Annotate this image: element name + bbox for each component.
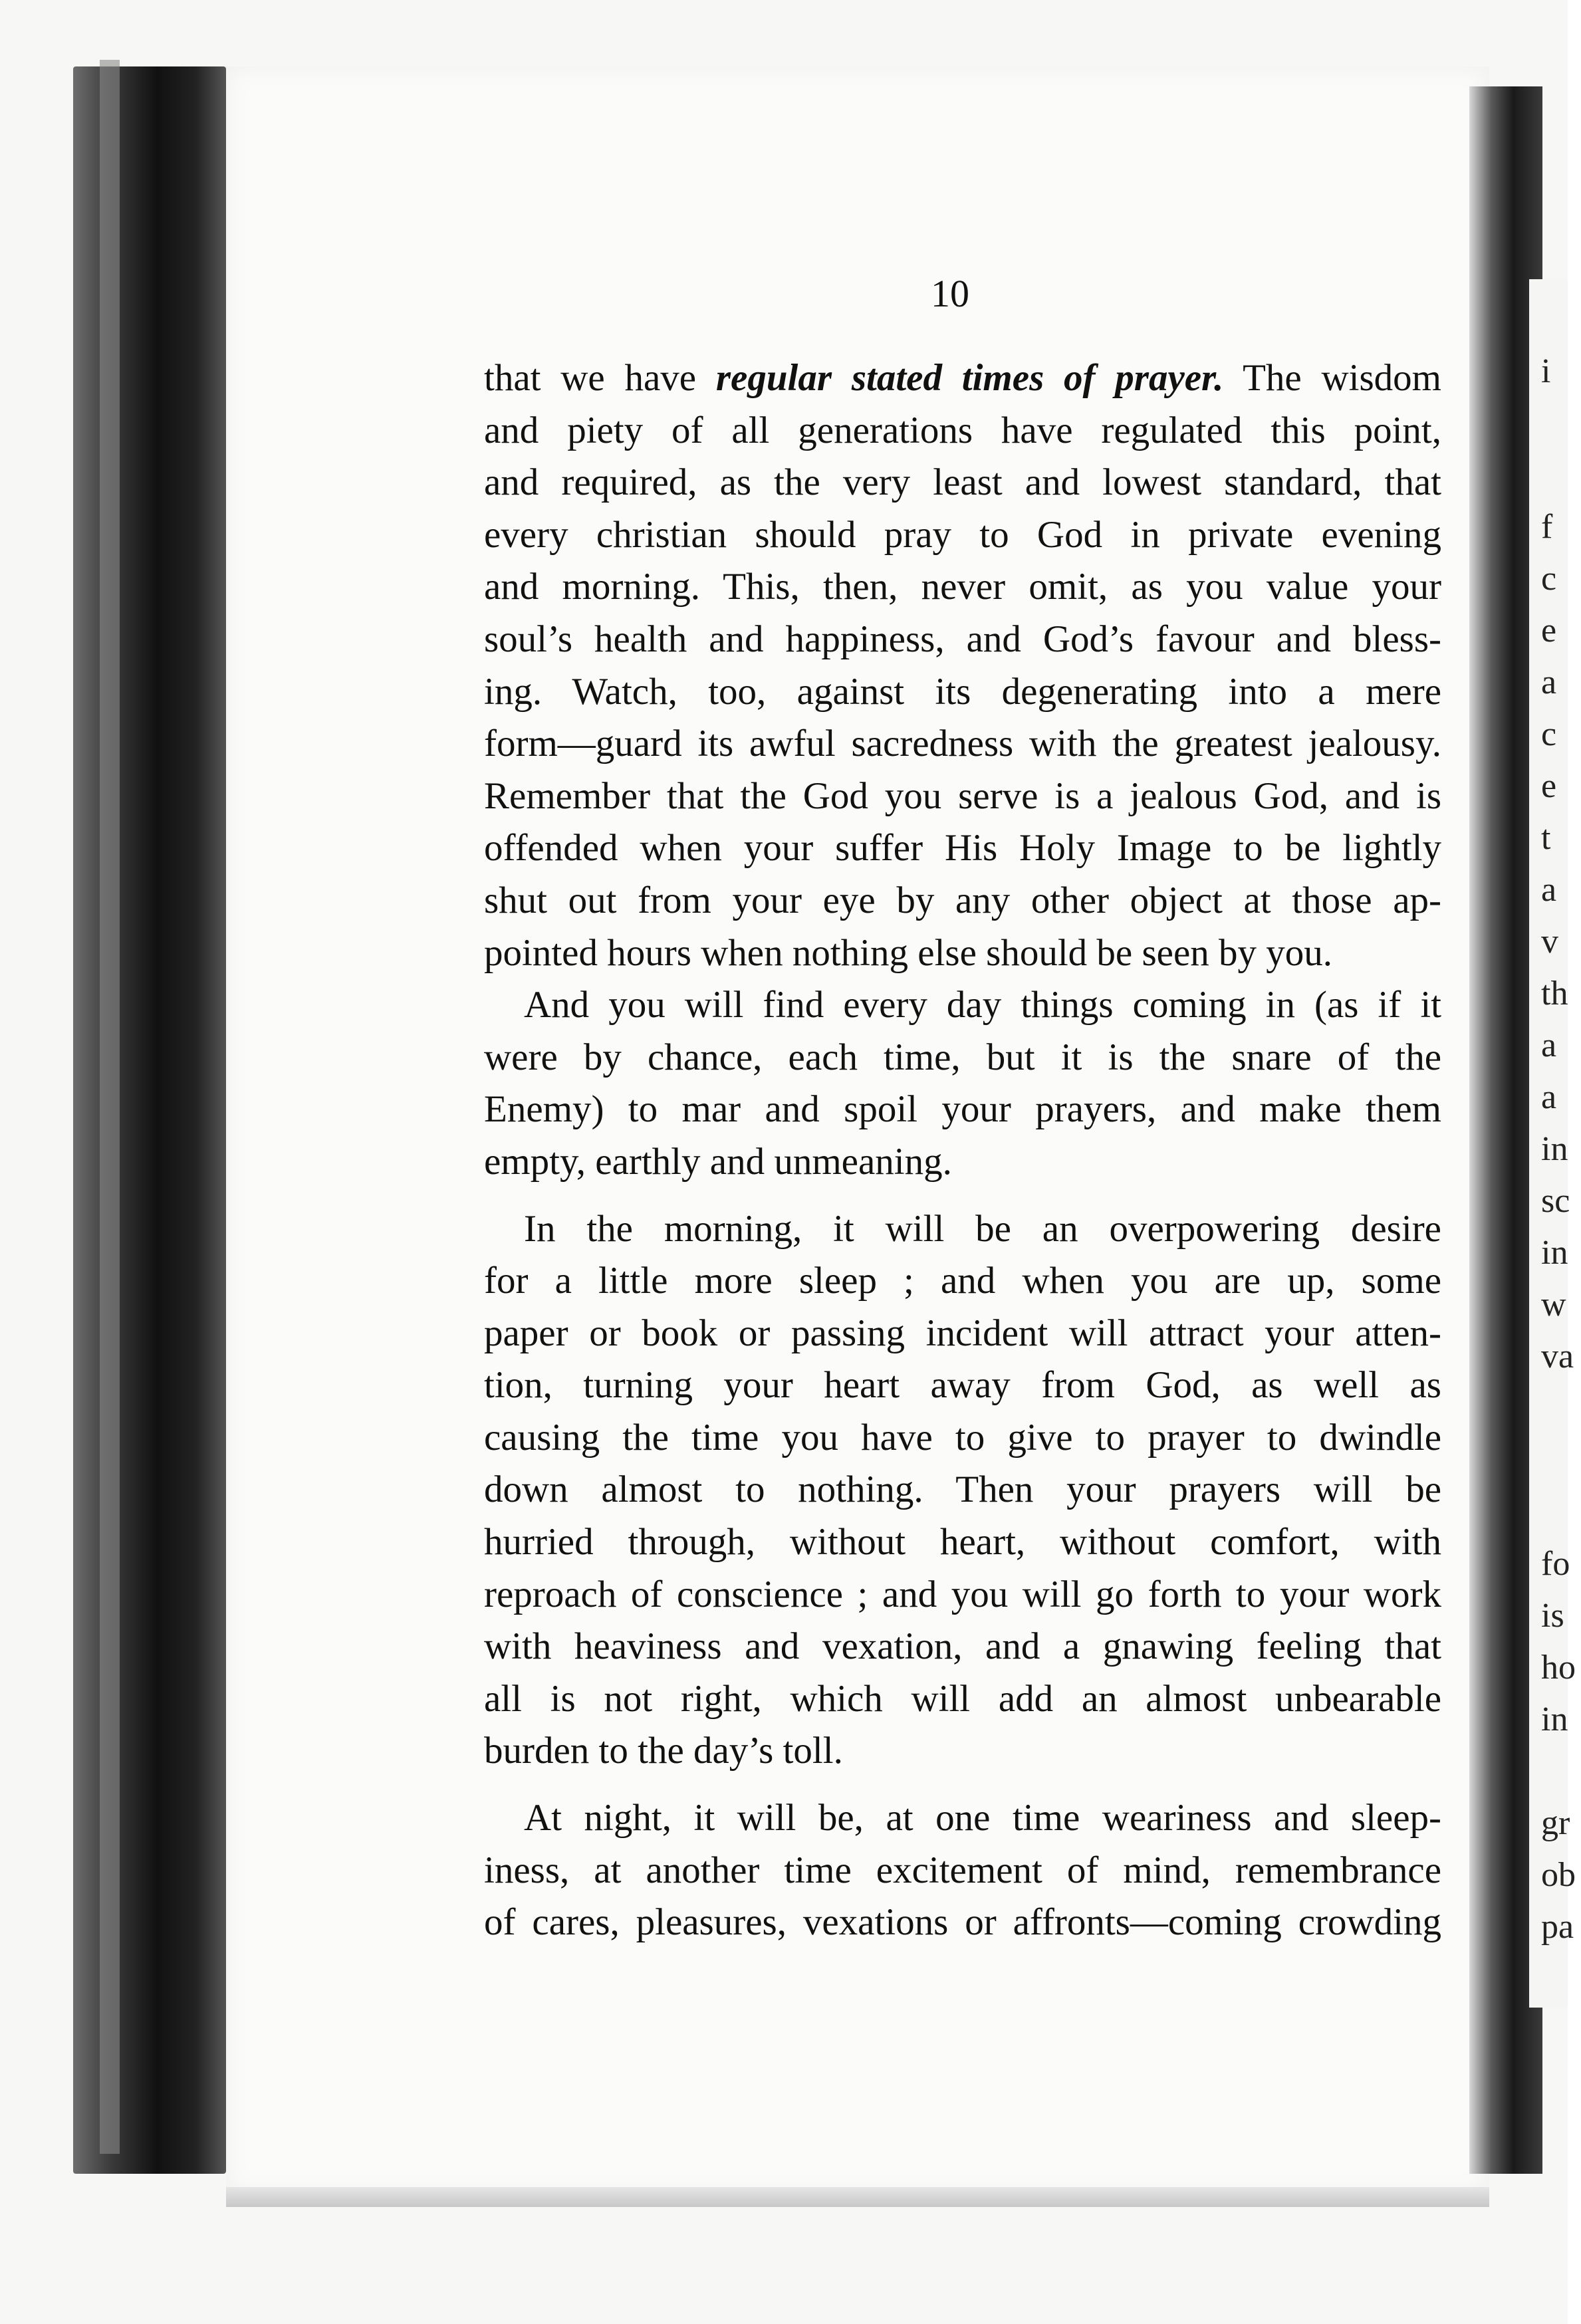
text-line: paper or book or passing incident will attract your atten-: [484, 1312, 1441, 1354]
text-line: for a little more sleep ; and when you are up, some: [484, 1260, 1441, 1302]
paragraph: [484, 352, 1441, 979]
text-line: shut out from your eye by any other object at those ap-: [484, 879, 1441, 921]
text-line: form—guard its awful sacredness with the greatest jealousy.: [484, 723, 1441, 765]
text-span: that we have: [484, 357, 716, 399]
text-line: ing. Watch, too, against its degenerating into a mere: [484, 670, 1441, 713]
page-number: 10: [931, 272, 969, 315]
text-line: down almost to nothing. Then your prayers will be: [484, 1468, 1441, 1511]
text-line: At night, it will be, at one time weariness and sleep-: [524, 1797, 1441, 1839]
text-line: And you will find every day things coming in (as if it: [524, 984, 1441, 1026]
page-text: [484, 352, 1441, 1949]
text-line: [484, 352, 1441, 405]
text-line: iness, at another time excitement of mind, remembrance: [484, 1849, 1441, 1891]
text-line: empty, earthly and unmeaning.: [484, 1140, 952, 1183]
text-line: hurried through, without heart, without comfort, with: [484, 1521, 1441, 1564]
book-binding: [73, 66, 226, 2174]
text-line: reproach of conscience ; and you will go forth to your work: [484, 1573, 1441, 1615]
italic-phrase: regular stated times of prayer.: [715, 357, 1224, 399]
text-line: with heaviness and vexation, and a gnawing feeling that: [484, 1625, 1441, 1668]
text-line: were by chance, each time, but it is the snare of the: [484, 1036, 1441, 1078]
text-line: soul’s health and happiness, and God’s favour and bless-: [484, 618, 1441, 660]
paragraph: [484, 979, 1441, 1188]
text-line: and piety of all generations have regulated this point,: [484, 409, 1441, 451]
text-line: all is not right, which will add an almost unbearable: [484, 1677, 1441, 1720]
text-line: Enemy) to mar and spoil your prayers, and make them: [484, 1088, 1441, 1131]
next-page-text-fragments: i f c e a c e t a v th a a in sc in w va fo is ho in gr ob pa: [1541, 352, 1576, 1946]
text-line: of cares, pleasures, vexations or affronts—coming crowding: [484, 1901, 1441, 1944]
text-line: pointed hours when nothing else should be seen by you.: [484, 931, 1332, 974]
text-line: In the morning, it will be an overpowering desire: [524, 1207, 1441, 1250]
text-span: The wisdom: [1223, 357, 1441, 399]
text-line: causing the time you have to give to prayer to dwindle: [484, 1416, 1441, 1458]
paragraph: [484, 1792, 1441, 1949]
text-line: and required, as the very least and lowest standard, that: [484, 461, 1441, 504]
text-line: and morning. This, then, never omit, as you value your: [484, 566, 1441, 608]
text-line: burden to the day’s toll.: [484, 1730, 843, 1772]
text-line: tion, turning your heart away from God, as well as: [484, 1364, 1441, 1407]
binding-edge-strip: [100, 60, 120, 2154]
paragraph: [484, 1203, 1441, 1778]
text-line: Remember that the God you serve is a jealous God, and is: [484, 774, 1441, 817]
text-line: every christian should pray to God in private evening: [484, 513, 1441, 556]
text-line: offended when your suffer His Holy Image to be lightly: [484, 827, 1441, 870]
page-bottom-edge: [226, 2187, 1489, 2207]
